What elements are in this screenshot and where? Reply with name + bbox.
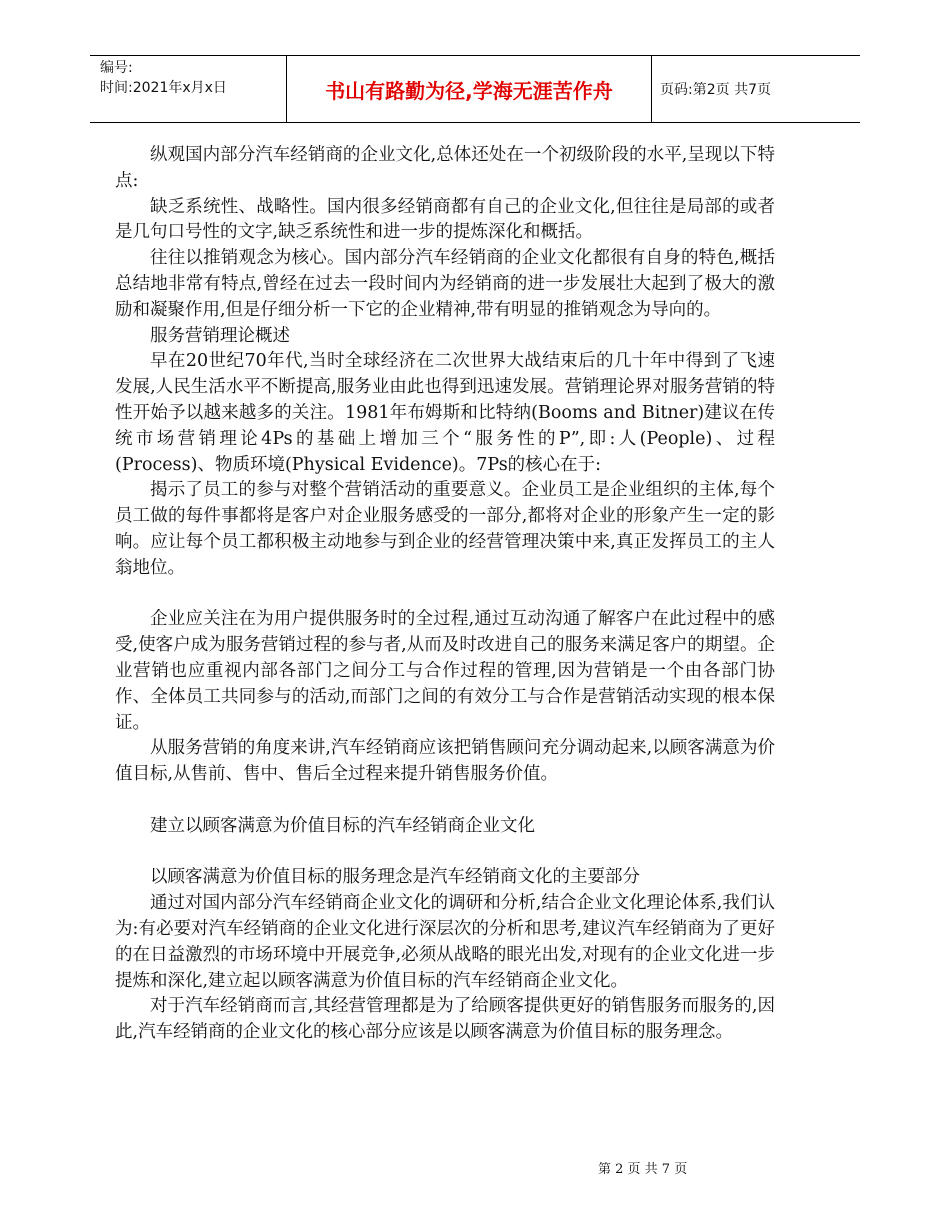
header-meta: [90, 56, 286, 122]
doc-time-label: 时间:2021年x月x日: [100, 80, 227, 96]
section-heading: 以顾客满意为价值目标的服务理念是汽车经销商文化的主要部分: [150, 867, 640, 888]
paragraph: 通过对国内部分汽车经销商企业文化的调研和分析,结合企业文化理论体系,我们认为:有必要对汽车经销商的企业文化进行深层次的分析和思考,建议汽车经销商为了更好的在日益激烈的市场环境中开展竞争,必须从战略的眼光出发,对现有的企业文化进一步提炼和深化,建立起以顾客满意为价值目标的汽车经销商企业文化。: [115, 893, 775, 991]
paragraph: 缺乏系统性、战略性。国内很多经销商都有自己的企业文化,但往往是局部的或者是几句口号性的文字,缺乏系统性和进一步的提炼深化和概括。: [115, 196, 775, 243]
footer-page-number: 第 2 页 共 7 页: [598, 1162, 688, 1177]
page-header: [90, 55, 860, 123]
paragraph: 往往以推销观念为核心。国内部分汽车经销商的企业文化都很有自身的特色,概括总结地非常有特点,曾经在过去一段时间内为经销商的进一步发展壮大起到了极大的激励和凝聚作用,但是仔细分析一下它的企业精神,带有明显的推销观念为导向的。: [115, 248, 775, 320]
section-heading: 服务营销理论概述: [150, 325, 290, 346]
header-page-label: 页码:第2页 共7页: [660, 82, 771, 98]
paragraph: 对于汽车经销商而言,其经营管理都是为了给顾客提供更好的销售服务而服务的,因此,汽车经销商的企业文化的核心部分应该是以顾客满意为价值目标的服务理念。: [115, 996, 775, 1043]
header-motto: 书山有路勤为径,学海无涯苦作舟: [286, 56, 652, 122]
doc-number-label: 编号:: [100, 60, 133, 76]
paragraph: 企业应关注在为用户提供服务时的全过程,通过互动沟通了解客户在此过程中的感受,使客户成为服务营销过程的参与者,从而及时改进自己的服务来满足客户的期望。企业营销也应重视内部各部门之间分工与合作过程的管理,因为营销是一个由各部门协作、全体员工共同参与的活动,而部门之间的有效分工与合作是营销活动实现的根本保证。: [115, 609, 775, 733]
section-heading: 建立以顾客满意为价值目标的汽车经销商企业文化: [150, 815, 535, 836]
paragraph: 揭示了员工的参与对整个营销活动的重要意义。企业员工是企业组织的主体,每个员工做的每件事都将是客户对企业服务感受的一部分,都将对企业的形象产生一定的影响。应让每个员工都积极主动地参与到企业的经营管理决策中来,真正发挥员工的主人翁地位。: [115, 480, 775, 578]
paragraph: 从服务营销的角度来讲,汽车经销商应该把销售顾问充分调动起来,以顾客满意为价值目标,从售前、售中、售后全过程来提升销售服务价值。: [115, 738, 775, 785]
paragraph: 早在20世纪70年代,当时全球经济在二次世界大战结束后的几十年中得到了飞速发展,人民生活水平不断提高,服务业由此也得到迅速发展。营销理论界对服务营销的特性开始予以越来越多的关注。1981年布姆斯和比特纳(Booms and Bitner)建议在传统市场营销理论4Ps的基础上增加三个“服务性的P”,即:人(People)、过程(Process)、物质环境(Physical Evidence)。7Ps的核心在于:: [115, 351, 775, 475]
document-body: [115, 143, 775, 1046]
paragraph: 纵观国内部分汽车经销商的企业文化,总体还处在一个初级阶段的水平,呈现以下特点:: [115, 145, 775, 191]
